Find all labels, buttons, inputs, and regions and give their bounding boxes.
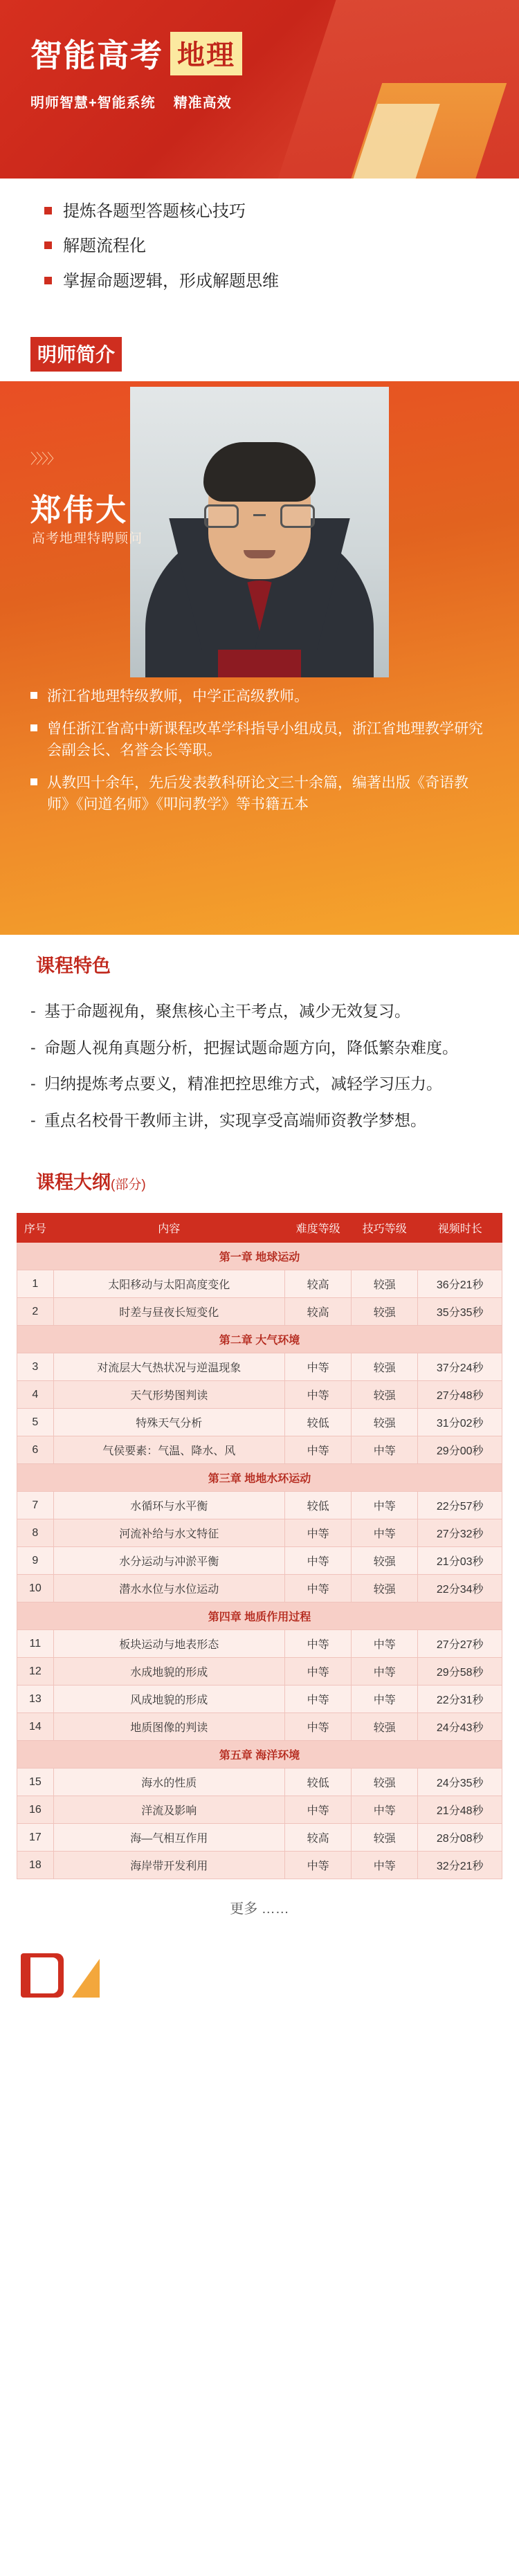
key-points-list xyxy=(0,179,519,323)
table-row xyxy=(17,1658,502,1686)
lesson-content: 地质图像的判读 xyxy=(53,1713,284,1741)
lesson-skill: 较强 xyxy=(352,1409,418,1436)
table-row xyxy=(17,1547,502,1575)
lesson-content: 对流层大气热状况与逆温现象 xyxy=(53,1353,284,1381)
teacher-photo xyxy=(130,387,389,677)
lesson-difficulty: 较低 xyxy=(284,1492,351,1519)
hero-banner xyxy=(0,0,519,179)
dash-bullet-icon: - xyxy=(30,1038,36,1057)
lesson-duration: 27分32秒 xyxy=(418,1519,502,1547)
table-chapter-row xyxy=(17,1243,502,1270)
table-row xyxy=(17,1381,502,1409)
hero-subtitle xyxy=(30,91,519,111)
list-item xyxy=(30,999,489,1023)
lesson-difficulty: 中等 xyxy=(284,1658,351,1686)
feature-text: 归纳提炼考点要义，精准把控思维方式，减轻学习压力。 xyxy=(44,1075,442,1093)
table-row xyxy=(17,1436,502,1464)
triangle-decor-icon xyxy=(72,1959,100,1998)
footer-decor xyxy=(0,1924,519,2007)
lesson-duration: 22分57秒 xyxy=(418,1492,502,1519)
lesson-skill: 较强 xyxy=(352,1353,418,1381)
lesson-duration: 22分31秒 xyxy=(418,1686,502,1713)
lesson-difficulty: 中等 xyxy=(284,1852,351,1879)
table-row xyxy=(17,1270,502,1298)
column-header-duration: 视频时长 xyxy=(418,1214,502,1243)
square-bullet-icon xyxy=(44,241,52,249)
feature-text: 重点名校骨干教师主讲，实现享受高端师资教学梦想。 xyxy=(44,1111,426,1129)
lesson-content: 气侯要素：气温、降水、风 xyxy=(53,1436,284,1464)
dash-bullet-icon: - xyxy=(30,1002,36,1021)
table-row xyxy=(17,1824,502,1852)
lesson-skill: 中等 xyxy=(352,1686,418,1713)
lesson-difficulty: 较低 xyxy=(284,1409,351,1436)
lesson-no: 2 xyxy=(17,1298,54,1326)
teacher-heading-wrap xyxy=(0,323,519,372)
table-chapter-row xyxy=(17,1602,502,1630)
lesson-difficulty: 中等 xyxy=(284,1575,351,1602)
table-row xyxy=(17,1686,502,1713)
table-row xyxy=(17,1630,502,1658)
column-header-content: 内容 xyxy=(53,1214,284,1243)
glasses-bridge xyxy=(253,514,266,516)
hero-subtitle-part2: 精准高效 xyxy=(173,95,232,111)
lesson-skill: 较强 xyxy=(352,1547,418,1575)
lesson-no: 8 xyxy=(17,1519,54,1547)
lesson-skill: 中等 xyxy=(352,1658,418,1686)
hero-subtitle-part1: 明师智慧+智能系统 xyxy=(30,95,156,111)
lesson-difficulty: 较高 xyxy=(284,1298,351,1326)
lesson-difficulty: 中等 xyxy=(284,1519,351,1547)
lesson-skill: 中等 xyxy=(352,1436,418,1464)
features-list xyxy=(0,981,519,1151)
table-row xyxy=(17,1713,502,1741)
list-item xyxy=(30,686,487,707)
lesson-duration: 32分21秒 xyxy=(418,1852,502,1879)
table-row xyxy=(17,1575,502,1602)
lesson-no: 5 xyxy=(17,1409,54,1436)
hero-title: 智能高考 xyxy=(30,37,163,73)
feature-text: 命题人视角真题分析，把握试题命题方向，降低繁杂难度。 xyxy=(44,1038,458,1057)
dash-bullet-icon: - xyxy=(30,1111,36,1129)
key-point-text: 提炼各题型答题核心技巧 xyxy=(63,202,246,221)
list-item xyxy=(30,1072,489,1096)
lesson-difficulty: 中等 xyxy=(284,1353,351,1381)
chapter-title: 第三章 地地水环运动 xyxy=(17,1464,502,1492)
lesson-content: 潜水水位与水位运动 xyxy=(53,1575,284,1602)
section-heading-outline-suffix: (部分) xyxy=(111,1178,146,1193)
feature-text: 基于命题视角，聚焦核心主干考点，减少无效复习。 xyxy=(44,1002,410,1021)
lesson-duration: 35分35秒 xyxy=(418,1298,502,1326)
table-row xyxy=(17,1492,502,1519)
lesson-difficulty: 较高 xyxy=(284,1824,351,1852)
lesson-duration: 24分35秒 xyxy=(418,1769,502,1796)
lesson-skill: 较强 xyxy=(352,1298,418,1326)
lesson-content: 板块运动与地表形态 xyxy=(53,1630,284,1658)
lesson-difficulty: 中等 xyxy=(284,1547,351,1575)
lesson-duration: 27分48秒 xyxy=(418,1381,502,1409)
book-icon xyxy=(21,1953,64,1998)
lesson-content: 风成地貌的形成 xyxy=(53,1686,284,1713)
teacher-bio-text: 从教四十余年，先后发表教科研论文三十余篇，编著出版《奇语教师》《问道名师》《叩问教学》等书籍五本 xyxy=(47,775,468,813)
table-row xyxy=(17,1852,502,1879)
teacher-bio-text: 曾任浙江省高中新课程改革学科指导小组成员，浙江省地理教学研究会副会长、名誉会长等职。 xyxy=(47,721,483,759)
list-item xyxy=(30,1108,489,1133)
list-item xyxy=(44,271,519,293)
lesson-content: 特殊天气分析 xyxy=(53,1409,284,1436)
column-header-no: 序号 xyxy=(17,1214,54,1243)
lesson-content: 河流补给与水文特征 xyxy=(53,1519,284,1547)
lesson-duration: 28分08秒 xyxy=(418,1824,502,1852)
lesson-difficulty: 中等 xyxy=(284,1713,351,1741)
lesson-difficulty: 较低 xyxy=(284,1769,351,1796)
course-outline-table xyxy=(17,1213,502,1879)
lesson-duration: 29分58秒 xyxy=(418,1658,502,1686)
teacher-bio-text: 浙江省地理特级教师，中学正高级教师。 xyxy=(47,688,309,705)
lesson-skill: 较强 xyxy=(352,1270,418,1298)
hero-title-highlight: 地理 xyxy=(170,32,242,75)
lesson-difficulty: 较高 xyxy=(284,1270,351,1298)
lesson-no: 15 xyxy=(17,1769,54,1796)
lesson-skill: 较强 xyxy=(352,1769,418,1796)
column-header-difficulty: 难度等级 xyxy=(284,1214,351,1243)
column-header-skill: 技巧等级 xyxy=(352,1214,418,1243)
lesson-content: 时差与昼夜长短变化 xyxy=(53,1298,284,1326)
lesson-no: 17 xyxy=(17,1824,54,1852)
lesson-skill: 中等 xyxy=(352,1630,418,1658)
lesson-no: 13 xyxy=(17,1686,54,1713)
lesson-duration: 31分02秒 xyxy=(418,1409,502,1436)
table-chapter-row xyxy=(17,1464,502,1492)
section-heading-features xyxy=(30,949,116,981)
table-body xyxy=(17,1243,502,1879)
more-label: 更多 …… xyxy=(230,1901,289,1917)
chapter-title: 第二章 大气环境 xyxy=(17,1326,502,1353)
table-row xyxy=(17,1519,502,1547)
lesson-no: 10 xyxy=(17,1575,54,1602)
section-heading-outline xyxy=(30,1165,152,1198)
lesson-skill: 中等 xyxy=(352,1519,418,1547)
square-bullet-icon xyxy=(44,207,52,214)
glasses-icon xyxy=(204,504,239,528)
table-row xyxy=(17,1353,502,1381)
lesson-skill: 较强 xyxy=(352,1824,418,1852)
teacher-profile-block xyxy=(0,381,519,935)
photo-mouth xyxy=(244,550,275,558)
outline-heading-wrap xyxy=(0,1151,519,1198)
lesson-difficulty: 中等 xyxy=(284,1686,351,1713)
lesson-content: 洋流及影响 xyxy=(53,1796,284,1824)
list-item xyxy=(30,772,487,815)
lesson-no: 4 xyxy=(17,1381,54,1409)
square-bullet-icon xyxy=(30,692,37,699)
list-item xyxy=(30,718,487,761)
square-bullet-icon xyxy=(44,277,52,284)
lesson-duration: 24分43秒 xyxy=(418,1713,502,1741)
arrow-decor: 〉〉〉〉 xyxy=(30,452,60,468)
lesson-difficulty: 中等 xyxy=(284,1630,351,1658)
lesson-no: 14 xyxy=(17,1713,54,1741)
section-heading-features-label: 课程特色 xyxy=(36,956,111,977)
lesson-content: 水分运动与冲淤平衡 xyxy=(53,1547,284,1575)
lesson-difficulty: 中等 xyxy=(284,1381,351,1409)
teacher-bio-list xyxy=(30,686,487,826)
lesson-content: 水循环与水平衡 xyxy=(53,1492,284,1519)
lesson-skill: 较强 xyxy=(352,1381,418,1409)
teacher-name: 郑伟大 xyxy=(30,493,128,528)
lesson-no: 11 xyxy=(17,1630,54,1658)
chapter-title: 第四章 地质作用过程 xyxy=(17,1602,502,1630)
lesson-skill: 较强 xyxy=(352,1713,418,1741)
lesson-duration: 27分27秒 xyxy=(418,1630,502,1658)
photo-hair xyxy=(203,442,316,502)
outline-table-wrap xyxy=(0,1198,519,1924)
table-chapter-row xyxy=(17,1741,502,1769)
lesson-no: 7 xyxy=(17,1492,54,1519)
lesson-content: 太阳移动与太阳高度变化 xyxy=(53,1270,284,1298)
square-bullet-icon xyxy=(30,778,37,785)
lesson-content: 海—气相互作用 xyxy=(53,1824,284,1852)
lesson-difficulty: 中等 xyxy=(284,1436,351,1464)
lesson-content: 海岸带开发利用 xyxy=(53,1852,284,1879)
list-item xyxy=(44,201,519,223)
table-header-row xyxy=(17,1214,502,1243)
section-heading-teacher: 明师简介 xyxy=(30,337,122,372)
lesson-duration: 37分24秒 xyxy=(418,1353,502,1381)
lesson-skill: 较强 xyxy=(352,1575,418,1602)
lesson-duration: 22分34秒 xyxy=(418,1575,502,1602)
table-row xyxy=(17,1769,502,1796)
teacher-role: 高考地理特聘顾问 xyxy=(32,531,143,547)
lesson-skill: 中等 xyxy=(352,1492,418,1519)
lesson-duration: 36分21秒 xyxy=(418,1270,502,1298)
dash-bullet-icon: - xyxy=(30,1075,36,1093)
chapter-title: 第五章 海洋环境 xyxy=(17,1741,502,1769)
lesson-content: 海水的性质 xyxy=(53,1769,284,1796)
lesson-no: 16 xyxy=(17,1796,54,1824)
chapter-title: 第一章 地球运动 xyxy=(17,1243,502,1270)
table-row xyxy=(17,1409,502,1436)
table-chapter-row xyxy=(17,1326,502,1353)
lesson-content: 水成地貌的形成 xyxy=(53,1658,284,1686)
key-point-text: 解题流程化 xyxy=(63,237,146,256)
lesson-skill: 中等 xyxy=(352,1852,418,1879)
table-row xyxy=(17,1796,502,1824)
lesson-no: 1 xyxy=(17,1270,54,1298)
lesson-no: 9 xyxy=(17,1547,54,1575)
lesson-skill: 中等 xyxy=(352,1796,418,1824)
section-heading-outline-label: 课程大纲 xyxy=(36,1172,111,1194)
lesson-duration: 29分00秒 xyxy=(418,1436,502,1464)
square-bullet-icon xyxy=(30,724,37,731)
lesson-no: 3 xyxy=(17,1353,54,1381)
lesson-no: 12 xyxy=(17,1658,54,1686)
lesson-difficulty: 中等 xyxy=(284,1796,351,1824)
list-item xyxy=(44,235,519,257)
lesson-no: 6 xyxy=(17,1436,54,1464)
features-heading-wrap xyxy=(0,935,519,981)
table-row xyxy=(17,1298,502,1326)
list-item xyxy=(30,1036,489,1060)
lesson-content: 天气形势图判读 xyxy=(53,1381,284,1409)
glasses-icon xyxy=(280,504,315,528)
lesson-duration: 21分03秒 xyxy=(418,1547,502,1575)
key-point-text: 掌握命题逻辑，形成解题思维 xyxy=(63,271,279,291)
lesson-no: 18 xyxy=(17,1852,54,1879)
lesson-duration: 21分48秒 xyxy=(418,1796,502,1824)
